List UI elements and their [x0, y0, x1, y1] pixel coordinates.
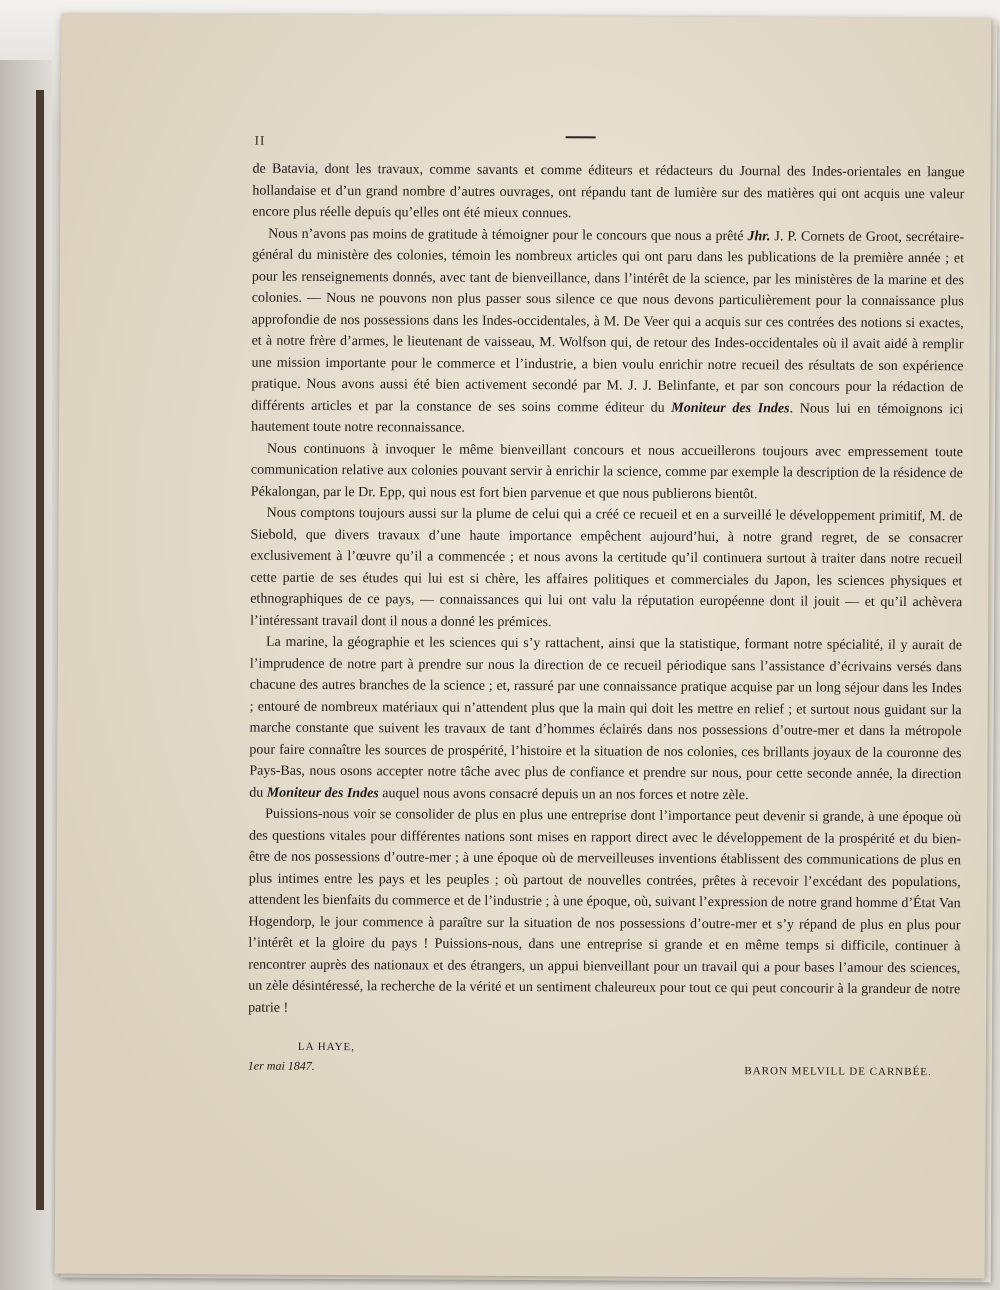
document-page [55, 14, 992, 1279]
text-segment: auquel nous avons consacré depuis un an nos forces et notre zèle. [378, 785, 749, 803]
text-segment: J. P. Cornets de Groot, secrétaire-général du ministère des colonies, témoin les nombreux articles qui ont paru dans les publications de la première année ; et pour les renseignements donnés, avec tant de bienveillance, dans l’intérêt de la science, par les ministères de la marine et des colonies. — Nous ne pouvons non plus passer sous silence ce que nous devons particulièrement pour la connaissance plus approfondie de nos possessions dans les Indes-occidentales, à M. De Veer qui a acquis sur ces contrées des notions si exactes, et à notre frère d’armes, le lieutenant de vaisseau, M. Wolfson qui, de retour des Indes-occidentales où il avait aidé à remplir une mission importante pour le commerce et l’industrie, a bien voulu enrichir notre recueil des résultats de son expérience pratique. Nous avons aussi été bien activement secondé par M. J. J. Belinfante, et par son concours pour la rédaction de différents articles et par la constance de ses soins comme éditeur du [251, 228, 965, 416]
text-segment: . Nous lui en témoignons ici hautement toute notre reconnaissance. [251, 400, 964, 436]
text-segment: Nous comptons toujours aussi sur la plume de celui qui a créé ce recueil et en a surveillé le développement primitif, M. de Siebold, que divers travaux d’une haute importance empêchent aujourd’hui, à notre grand regret, de se consacrer exclusivement à l’œuvre qu’il a commencée ; et nous avons la certitude qu’il continuera surtout à traiter dans notre recueil cette partie de ses études qui lui est si chère, les affaires politiques et commerciales du Japon, les sciences physiques et ethnographiques de ce pays, — connaissances qui lui ont valu la réputation européenne dont il jouit — et qu’il achèvera l’intéressant travail dont il nous a donné les prémices. [250, 505, 963, 630]
paragraph [252, 159, 964, 227]
signature: BARON MELVILL DE CARNBÉE. [744, 1065, 932, 1079]
text-segment: Nous continuons à invoquer le même bienveillant concours et nous accueillerons toujours avec empressement toute communication relative aux colonies pouvant servir à enrichir la science, comme par exemple la description de la résidence de Pékalongan, par le Dr. Epp, qui nous est fort bien parvenue et que nous publierons bientôt. [250, 441, 964, 502]
page-number: II [254, 132, 266, 148]
paragraph [249, 632, 962, 808]
italic-text: Moniteur des Indes [671, 400, 790, 416]
paragraph [248, 804, 961, 1023]
paragraph [251, 438, 963, 506]
signoff [248, 1041, 960, 1095]
text-segment: de Batavia, dont les travaux, comme savants et comme éditeurs et rédacteurs du Journal des Indes-orientales en langue hollandaise et d’un grand nombre d’autres ouvrages, ont répandu tant de lumière sur des matières qui ont acquis une valeur encore plus réelle depuis qu’elles ont été mieux connues. [252, 161, 965, 222]
text-segment: Nous n’avons pas moins de gratitude à témoigner pour le concours que nous a prêté [268, 226, 748, 244]
paragraph [250, 503, 963, 636]
italic-text: Jhr. [747, 228, 771, 244]
body-text [248, 159, 964, 1023]
text-segment: Puissions-nous voir se consolider de plus en plus une entreprise dont l’importance peut devenir si grande, à une époque où des questions vitales pour différentes nations sont mises en rapport direct avec le développement de la prospérité et du bien-être de nos possessions d’outre-mer ; à une époque où de merveilleuses inventions établissent des communications de plus en plus intimes entre les pays et les peuples ; où partout de nouvelles contrées, prêtes à recevoir l’excédant des populations, attendent les bienfaits du commerce et de l’industrie ; à une époque, où, suivant l’expression de notre grand homme d’État Van Hogendorp, le jour commence à paraître sur la situation de nos possessions d’outre-mer et s’y répand de plus en plus pour l’intérêt et la gloire du pays ! Puissions-nous, dans une entreprise si grande et en même temps si difficile, continuer à rencontrer auprès des nationaux et des étrangers, un appui bienveillant pour un travail qui a pour bases l’amour des sciences, un zèle désintéressé, la recherche de la vérité et un sentiment chaleureux pour tout ce qui peut concourir à la grandeur de notre patrie ! [248, 806, 962, 1016]
signoff-place: LA HAYE, [297, 1040, 356, 1054]
text-segment: La marine, la géographie et les sciences qui s’y rattachent, ainsi que la statistique, formant notre spécialité, il y aurait de l’imprudence de notre part à prendre sur nous la direction de ce recueil périodique sans l’assistance d’écrivains versés dans chacune des autres branches de la science ; et, rassuré par une connaissance pratique acquise par un long séjour dans les Indes ; entouré de nombreux matériaux qui n’attendent plus que la main qui doit les mettre en relief ; et surtout nous guidant sur la marche constante que suivent les travaux de tant d’hommes éclairés dans nos possessions d’outre-mer et dans la métropole pour faire connaître les sources de prospérité, l’histoire et la situation de nos colonies, ces brillants joyaux de la couronne des Pays-Bas, nous osons accepter notre tâche avec plus de confiance et prendre sur nous, pour cette seconde année, la direction du [249, 634, 963, 801]
italic-text: Moniteur des Indes [266, 785, 379, 801]
book-spine [0, 60, 52, 1290]
signoff-date: 1er mai 1847. [247, 1058, 315, 1073]
header-rule [566, 136, 596, 138]
paragraph [251, 223, 964, 442]
binding-strip [36, 90, 44, 1210]
